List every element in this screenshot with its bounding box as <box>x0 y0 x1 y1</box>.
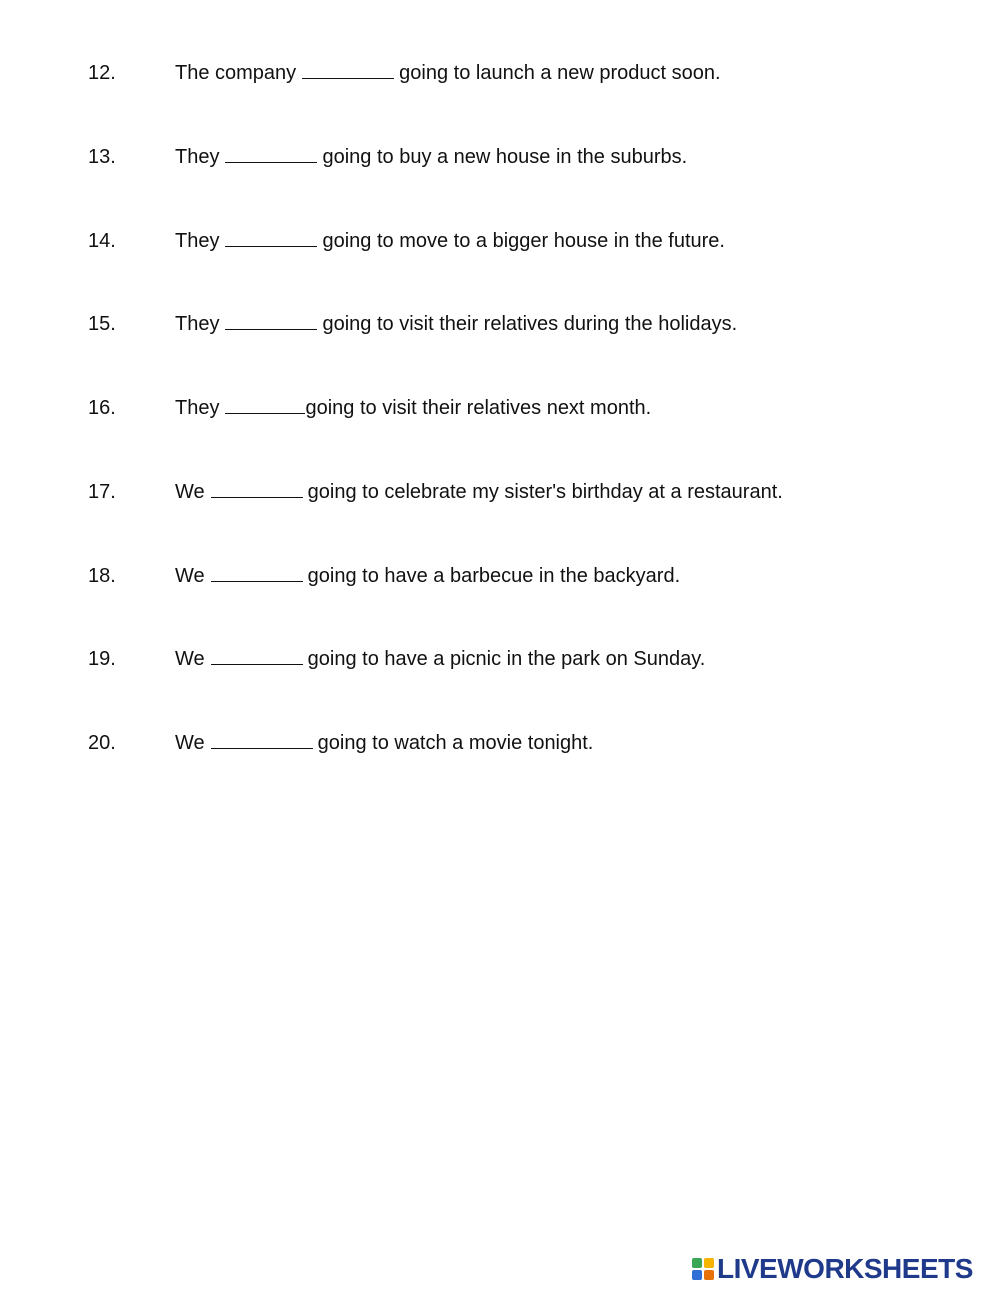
sentence-start: We <box>175 648 205 670</box>
brand-name: LIVEWORKSHEETS <box>717 1253 973 1284</box>
question-number: 15. <box>88 313 116 335</box>
sentence-start: They <box>175 146 220 168</box>
question-number: 20. <box>88 732 116 754</box>
question-12 <box>0 58 1000 88</box>
question-number: 19. <box>88 648 116 670</box>
sentence-end: going to launch a new product soon. <box>399 62 721 84</box>
sentence-start: They <box>175 230 220 252</box>
question-number: 17. <box>88 481 116 503</box>
answer-blank[interactable] <box>225 393 305 414</box>
sentence-end: going to celebrate my sister's birthday at a restaurant. <box>307 481 783 503</box>
question-19 <box>0 644 1000 674</box>
answer-blank[interactable] <box>225 226 317 247</box>
question-number: 18. <box>88 565 116 587</box>
sentence-end: going to watch a movie tonight. <box>317 732 594 754</box>
sentence-end: going to have a picnic in the park on Sunday. <box>307 648 706 670</box>
question-sentence <box>175 561 680 591</box>
logo-cell <box>692 1258 702 1268</box>
question-20 <box>0 728 1000 758</box>
question-number: 13. <box>88 146 116 168</box>
question-sentence <box>175 58 721 88</box>
sentence-end: going to buy a new house in the suburbs. <box>322 146 688 168</box>
logo-cell <box>692 1270 702 1280</box>
question-sentence <box>175 226 725 256</box>
answer-blank[interactable] <box>211 644 303 665</box>
question-sentence <box>175 142 687 172</box>
sentence-end: going to visit their relatives next month. <box>305 397 652 419</box>
question-18 <box>0 561 1000 591</box>
question-17 <box>0 477 1000 507</box>
sentence-end: going to move to a bigger house in the future. <box>322 230 725 252</box>
sentence-start: We <box>175 481 205 503</box>
question-sentence <box>175 728 593 758</box>
question-number: 12. <box>88 62 116 84</box>
question-sentence <box>175 309 737 339</box>
answer-blank[interactable] <box>225 309 317 330</box>
question-number: 16. <box>88 397 116 419</box>
answer-blank[interactable] <box>225 142 317 163</box>
sentence-start: The company <box>175 62 297 84</box>
question-sentence <box>175 644 705 674</box>
sentence-start: We <box>175 565 205 587</box>
sentence-start: They <box>175 397 220 419</box>
question-14 <box>0 226 1000 256</box>
sentence-end: going to have a barbecue in the backyard. <box>307 565 681 587</box>
answer-blank[interactable] <box>302 58 394 79</box>
logo-cell <box>704 1258 714 1268</box>
question-16 <box>0 393 1000 423</box>
liveworksheets-grid-icon <box>692 1258 714 1280</box>
sentence-start: They <box>175 313 220 335</box>
question-sentence <box>175 477 783 507</box>
sentence-end: going to visit their relatives during the holidays. <box>322 313 738 335</box>
question-13 <box>0 142 1000 172</box>
logo-cell <box>704 1270 714 1280</box>
question-sentence <box>175 393 651 423</box>
answer-blank[interactable] <box>211 561 303 582</box>
answer-blank[interactable] <box>211 728 313 749</box>
liveworksheets-logo <box>692 1254 973 1284</box>
question-15 <box>0 309 1000 339</box>
answer-blank[interactable] <box>211 477 303 498</box>
sentence-start: We <box>175 732 205 754</box>
question-number: 14. <box>88 230 116 252</box>
